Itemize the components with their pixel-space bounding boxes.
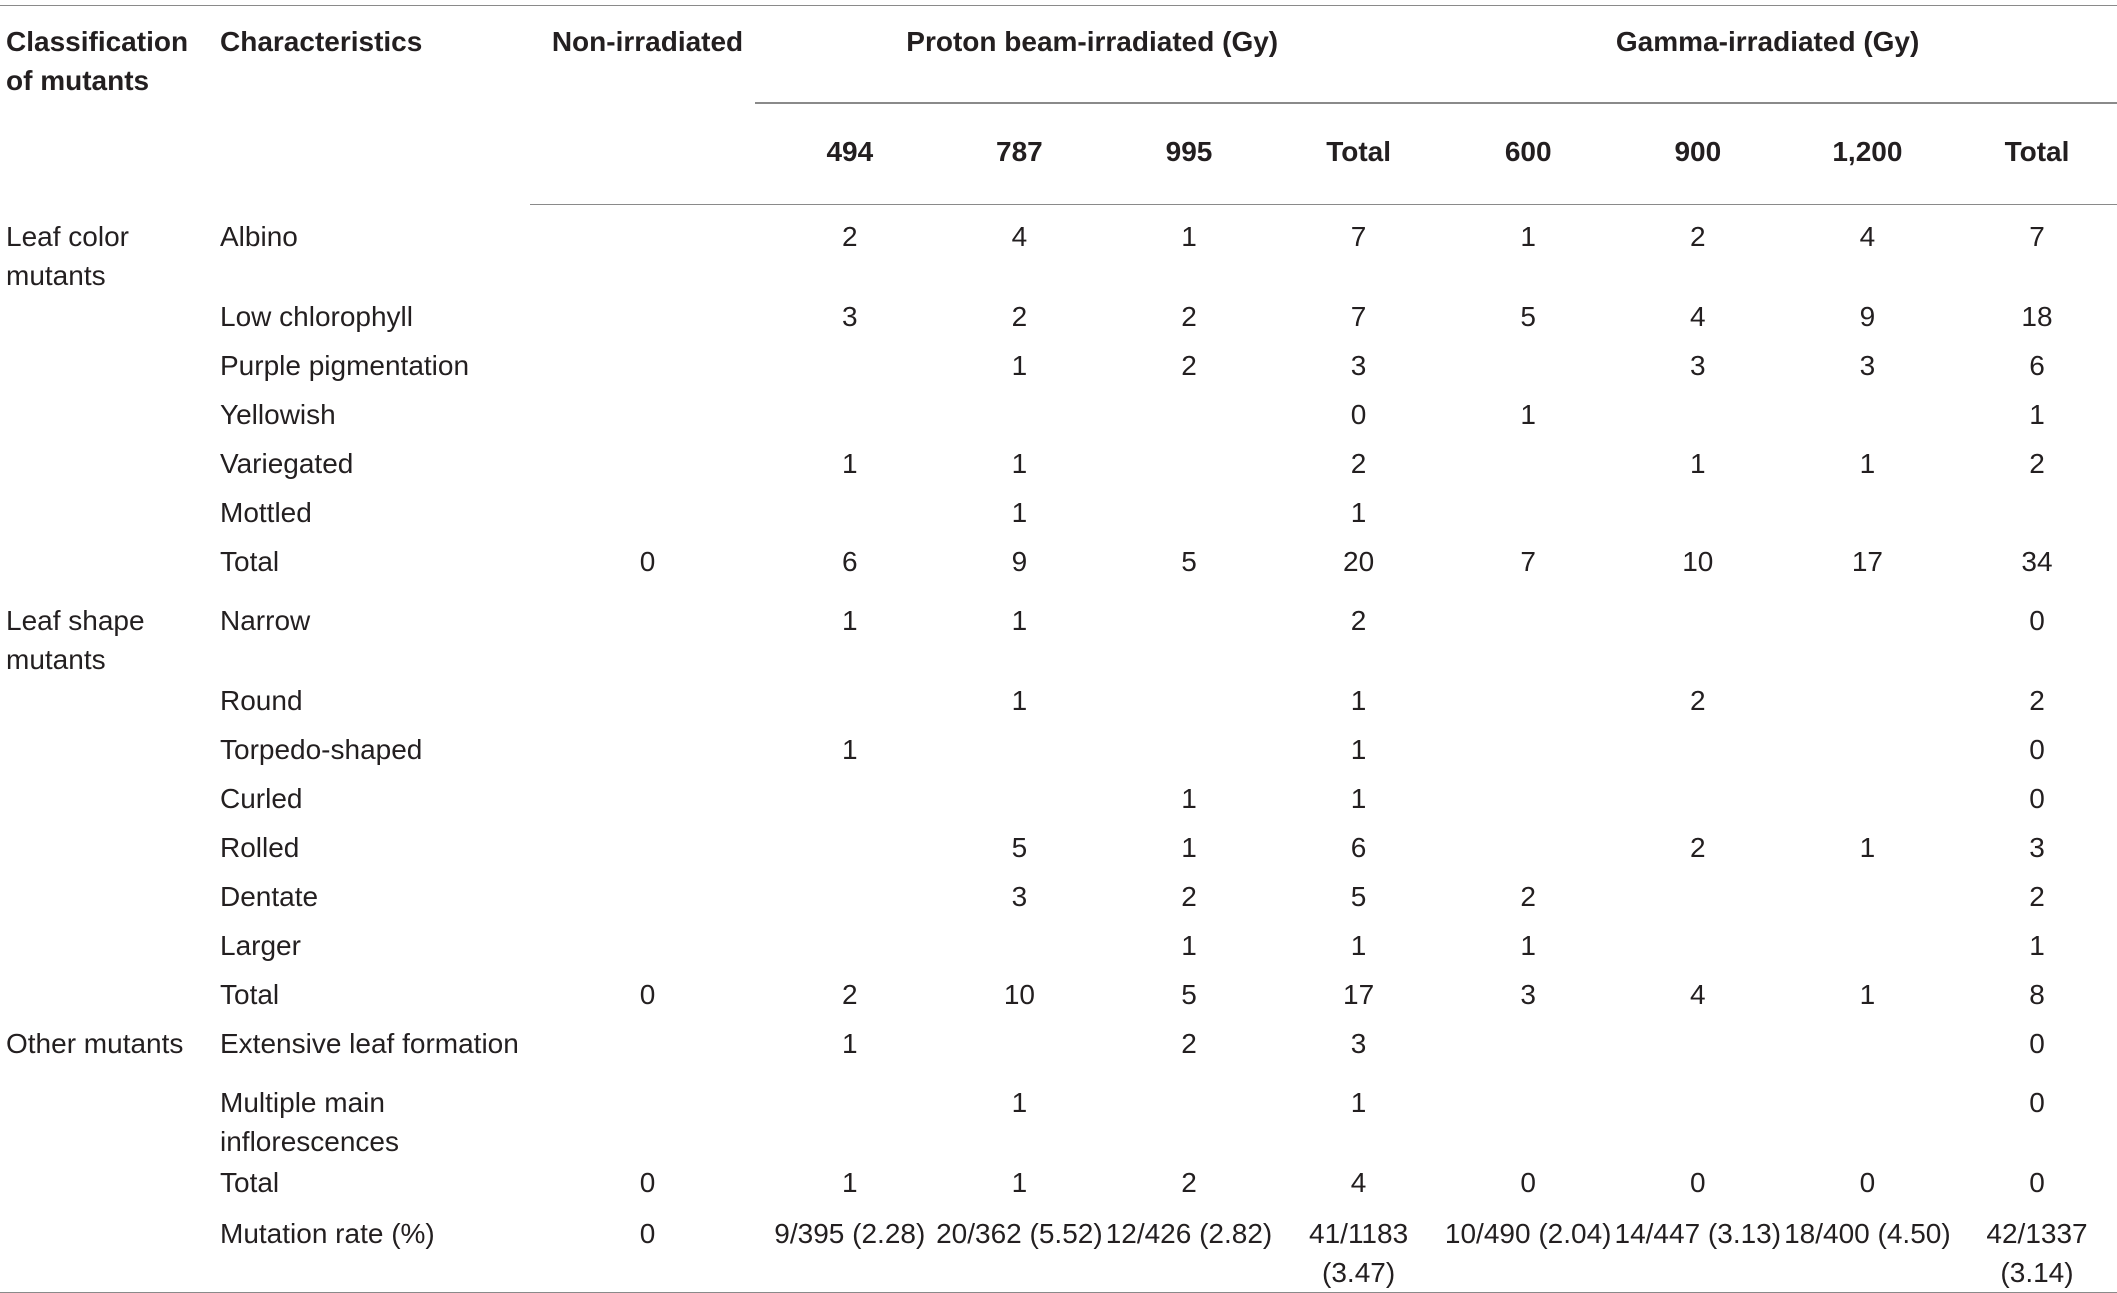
cell-value: 1 [2029,929,2045,961]
cell-value: 4 [1350,1166,1367,1198]
cell-value [765,924,935,973]
gamma-group-rule [1413,102,2117,104]
cell-non-irradiated [530,826,765,875]
table-row [0,540,2117,589]
cell-value: 2 [2029,880,2045,912]
header-dose: 1,200 [1783,118,1953,205]
cell-value [1104,491,1274,540]
header-dose: 494 [765,118,935,205]
table-row [0,393,2117,442]
cell-rate: 42/1337 (3.14) [1952,1210,2117,1293]
table-row [0,491,2117,540]
cell-value [1443,1071,1613,1161]
cell-value: 1 [1520,221,1536,252]
cell-value: 2 [1690,684,1706,716]
cell-value: 7 [2029,221,2045,252]
cell-value [1613,393,1783,442]
table-row [0,973,2117,1022]
cell-value: 1 [842,1166,858,1198]
cell-value: 1 [1011,1166,1028,1198]
cell-value [1443,589,1613,679]
group-label [0,1071,220,1161]
table-row [0,1071,2117,1161]
table-row [0,1022,2117,1071]
header-dose: 600 [1443,118,1613,205]
cell-value: 1 [842,1027,858,1059]
header-dose: Total [1274,118,1444,205]
cell-value [1783,1071,1953,1161]
cell-value [935,1022,1105,1071]
cell-value [765,491,935,540]
cell-value: 3 [1520,978,1536,1010]
group-label [0,344,220,393]
cell-value [765,393,935,442]
cell-value: 3 [1350,1027,1367,1059]
cell-non-irradiated [530,777,765,826]
cell-value: 1 [1011,684,1028,716]
cell-value [1443,777,1613,826]
cell-value: 1 [1520,398,1536,430]
cell-value: 1 [1350,782,1367,814]
cell-value [765,826,935,875]
table-row [0,924,2117,973]
cell-value: 0 [2029,1086,2045,1118]
cell-value [1952,491,2117,540]
cell-value: 2 [1181,1027,1197,1059]
characteristic: Purple pigmentation [220,349,470,381]
cell-value [1104,1071,1274,1161]
cell-value: 17 [1343,978,1375,1010]
cell-rate: 12/426 (2.82) [1104,1210,1274,1293]
cell-value: 9 [1011,545,1028,577]
table-row [0,589,2117,679]
cell-value: 5 [1520,300,1536,332]
cell-value: 5 [1181,545,1197,577]
group-label [0,393,220,442]
cell-value: 2 [1520,880,1536,912]
header-non-irradiated-blank [530,118,765,205]
gamma-group-label: Gamma-irradiated (Gy) [1615,26,1920,57]
cell-rate: 20/362 (5.52) [935,1210,1105,1293]
cell-value [1443,826,1613,875]
cell-value: 1 [1859,831,1876,863]
cell-value [1613,924,1783,973]
cell-value [1613,491,1783,540]
cell-non-irradiated [530,589,765,679]
characteristic: Dentate [220,880,319,912]
cell-value: 3 [1011,880,1028,912]
cell-value [765,1071,935,1161]
cell-value: 10 [1682,545,1714,577]
header-gamma-group [1443,6,2117,119]
characteristic: Total [220,545,280,577]
characteristic: Total [220,1166,280,1198]
cell-value: 1 [1011,447,1028,479]
table-row [0,679,2117,728]
cell-non-irradiated [530,205,765,295]
cell-value [1613,777,1783,826]
table-row [0,1161,2117,1210]
cell-value [1613,728,1783,777]
header-dose: 787 [935,118,1105,205]
cell-value: 2 [1181,300,1197,332]
cell-value [1783,1022,1953,1071]
characteristic: Variegated [220,447,354,479]
cell-value: 0 [2029,604,2045,636]
cell-value [935,924,1105,973]
cell-value: 17 [1851,545,1883,577]
characteristic: Narrow [220,604,311,636]
cell-value: 0 [1690,1166,1706,1198]
cell-value: 4 [1011,221,1028,252]
cell-value: 2 [1690,221,1706,252]
header-proton-group [765,6,1443,119]
cell-value: 0 [1520,1166,1536,1198]
cell-value [935,728,1105,777]
cell-non-irradiated [530,1022,765,1071]
cell-value: 1 [1011,1086,1028,1118]
table-row [0,728,2117,777]
cell-value [1783,679,1953,728]
cell-value [1783,589,1953,679]
characteristic: Multiple main inflorescences [220,1086,399,1157]
cell-value: 0 [1350,398,1367,430]
header-classification: Classification of mutants [0,6,220,205]
cell-non-irradiated [530,875,765,924]
cell-value: 0 [1859,1166,1876,1198]
cell-rate: 14/447 (3.13) [1613,1210,1783,1293]
cell-value [1613,589,1783,679]
characteristic: Mutation rate (%) [220,1210,530,1293]
cell-value: 10 [1003,978,1035,1010]
cell-value: 1 [842,604,858,636]
cell-value [1443,1022,1613,1071]
cell-value [1783,875,1953,924]
cell-value [1783,924,1953,973]
cell-rate: 41/1183 (3.47) [1274,1210,1444,1293]
cell-value: 2 [1350,447,1367,479]
cell-value: 2 [842,978,858,1010]
characteristic: Albino [220,220,298,252]
cell-non-irradiated [530,393,765,442]
group-label [0,442,220,491]
cell-non-irradiated [530,728,765,777]
cell-value: 1 [842,733,858,765]
cell-value: 4 [1690,300,1706,332]
table-row [0,442,2117,491]
cell-value: 34 [2021,545,2053,577]
cell-value: 2 [2029,684,2045,716]
cell-value: 20 [1343,545,1375,577]
cell-value: 7 [1350,221,1367,252]
cell-value: 7 [1350,300,1367,332]
cell-value: 1 [1011,604,1028,636]
cell-non-irradiated [530,295,765,344]
group-label [0,973,220,1022]
characteristic: Torpedo-shaped [220,733,423,765]
mutation-rate-row [0,1210,2117,1293]
cell-non-irradiated [530,491,765,540]
cell-value [765,875,935,924]
cell-non-irradiated [530,924,765,973]
table-row [0,875,2117,924]
cell-value: 1 [1181,929,1197,961]
characteristic: Yellowish [220,398,336,430]
cell-value: 1 [1859,447,1876,479]
cell-non-irradiated [530,442,765,491]
cell-rate: 18/400 (4.50) [1783,1210,1953,1293]
cell-value [1613,875,1783,924]
header-characteristics: Characteristics [220,6,530,205]
cell-value [935,393,1105,442]
cell-value [1783,777,1953,826]
cell-value: 3 [1859,349,1876,381]
cell-value [1104,728,1274,777]
cell-value: 1 [1520,929,1536,961]
cell-value: 1 [1350,496,1367,528]
table-row [0,826,2117,875]
cell-value: 2 [2029,447,2045,479]
header-dose: Total [1952,118,2117,205]
cell-value [1104,589,1274,679]
group-label [0,924,220,973]
cell-non-irradiated: 0 [639,978,656,1010]
cell-value: 6 [2029,349,2045,381]
cell-value [1613,1071,1783,1161]
cell-value: 2 [1690,831,1706,863]
mutant-classification-table [0,5,2117,1293]
characteristic: Extensive leaf formation [220,1027,519,1059]
cell-value: 3 [1690,349,1706,381]
cell-non-irradiated [530,344,765,393]
group-label: Leaf shape mutants [6,604,145,675]
cell-value: 6 [1350,831,1367,863]
cell-value: 1 [1011,349,1028,381]
proton-group-label: Proton beam-irradiated (Gy) [906,26,1279,57]
cell-value [1443,728,1613,777]
characteristic: Round [220,684,303,716]
group-label: Leaf color mutants [6,220,129,291]
cell-value: 2 [1181,880,1197,912]
cell-value: 5 [1181,978,1197,1010]
table-row [0,344,2117,393]
cell-value: 6 [842,545,858,577]
cell-value: 1 [1859,978,1876,1010]
characteristic: Rolled [220,831,300,863]
characteristic: Mottled [220,496,312,528]
cell-value: 1 [1350,1086,1367,1118]
cell-value: 1 [1181,831,1197,863]
cell-value: 1 [1011,496,1028,528]
cell-rate: 9/395 (2.28) [765,1210,935,1293]
group-label [0,679,220,728]
cell-value: 1 [1181,221,1197,252]
cell-value: 1 [1181,782,1197,814]
group-label [0,295,220,344]
cell-non-irradiated: 0 [639,545,656,577]
cell-value [1104,393,1274,442]
cell-value [765,777,935,826]
cell-value: 0 [2029,1166,2045,1198]
cell-value: 4 [1859,221,1876,252]
cell-value: 2 [842,221,858,252]
characteristic: Total [220,978,280,1010]
header-dose: 995 [1104,118,1274,205]
cell-value: 1 [1690,447,1706,479]
characteristic: Curled [220,782,303,814]
cell-value [1443,679,1613,728]
group-label [0,1161,220,1210]
group-label [0,826,220,875]
characteristic: Low chlorophyll [220,300,413,332]
cell-non-irradiated: 0 [639,1166,656,1198]
group-label [0,728,220,777]
group-label [0,777,220,826]
cell-value: 2 [1011,300,1028,332]
cell-value [765,344,935,393]
group-label [0,875,220,924]
cell-value: 1 [842,447,858,479]
cell-value: 8 [2029,978,2045,1010]
cell-value: 5 [1011,831,1028,863]
cell-value [765,679,935,728]
header-dose: 900 [1613,118,1783,205]
cell-value [1613,1022,1783,1071]
cell-value [1783,491,1953,540]
cell-value [1443,491,1613,540]
group-label: Other mutants [6,1027,184,1059]
cell-value [1783,728,1953,777]
table-row [0,205,2117,295]
cell-value: 3 [842,300,858,332]
proton-group-rule [755,102,1429,104]
cell-value [1783,393,1953,442]
cell-value: 2 [1181,1166,1197,1198]
header-non-irradiated: Non-irradiated [530,6,765,119]
table-row [0,777,2117,826]
cell-value [1443,344,1613,393]
cell-value: 4 [1690,978,1706,1010]
cell-value [1104,442,1274,491]
group-label [0,491,220,540]
cell-value: 2 [1181,349,1197,381]
cell-value: 7 [1520,545,1536,577]
cell-non-irradiated: 0 [530,1210,765,1293]
cell-value: 1 [1350,929,1367,961]
cell-value [1104,679,1274,728]
cell-value: 2 [1350,604,1367,636]
cell-value: 0 [2029,1027,2045,1059]
cell-value: 3 [2029,831,2045,863]
gamma-group-cell [1413,22,2117,104]
cell-value: 0 [2029,782,2045,814]
cell-value: 9 [1859,300,1876,332]
cell-value: 5 [1350,880,1367,912]
cell-value: 18 [2021,300,2053,332]
cell-rate: 10/490 (2.04) [1443,1210,1613,1293]
cell-value [935,777,1105,826]
characteristic: Larger [220,929,301,961]
cell-value: 3 [1350,349,1367,381]
cell-value: 0 [2029,733,2045,765]
cell-non-irradiated [530,679,765,728]
cell-value: 1 [2029,398,2045,430]
table-row [0,295,2117,344]
cell-value: 1 [1350,684,1367,716]
cell-non-irradiated [530,1071,765,1161]
group-label [0,1210,220,1293]
table-body [0,205,2117,1293]
group-label [0,540,220,589]
cell-value: 1 [1350,733,1367,765]
cell-value [1443,442,1613,491]
proton-group-cell [755,22,1429,104]
